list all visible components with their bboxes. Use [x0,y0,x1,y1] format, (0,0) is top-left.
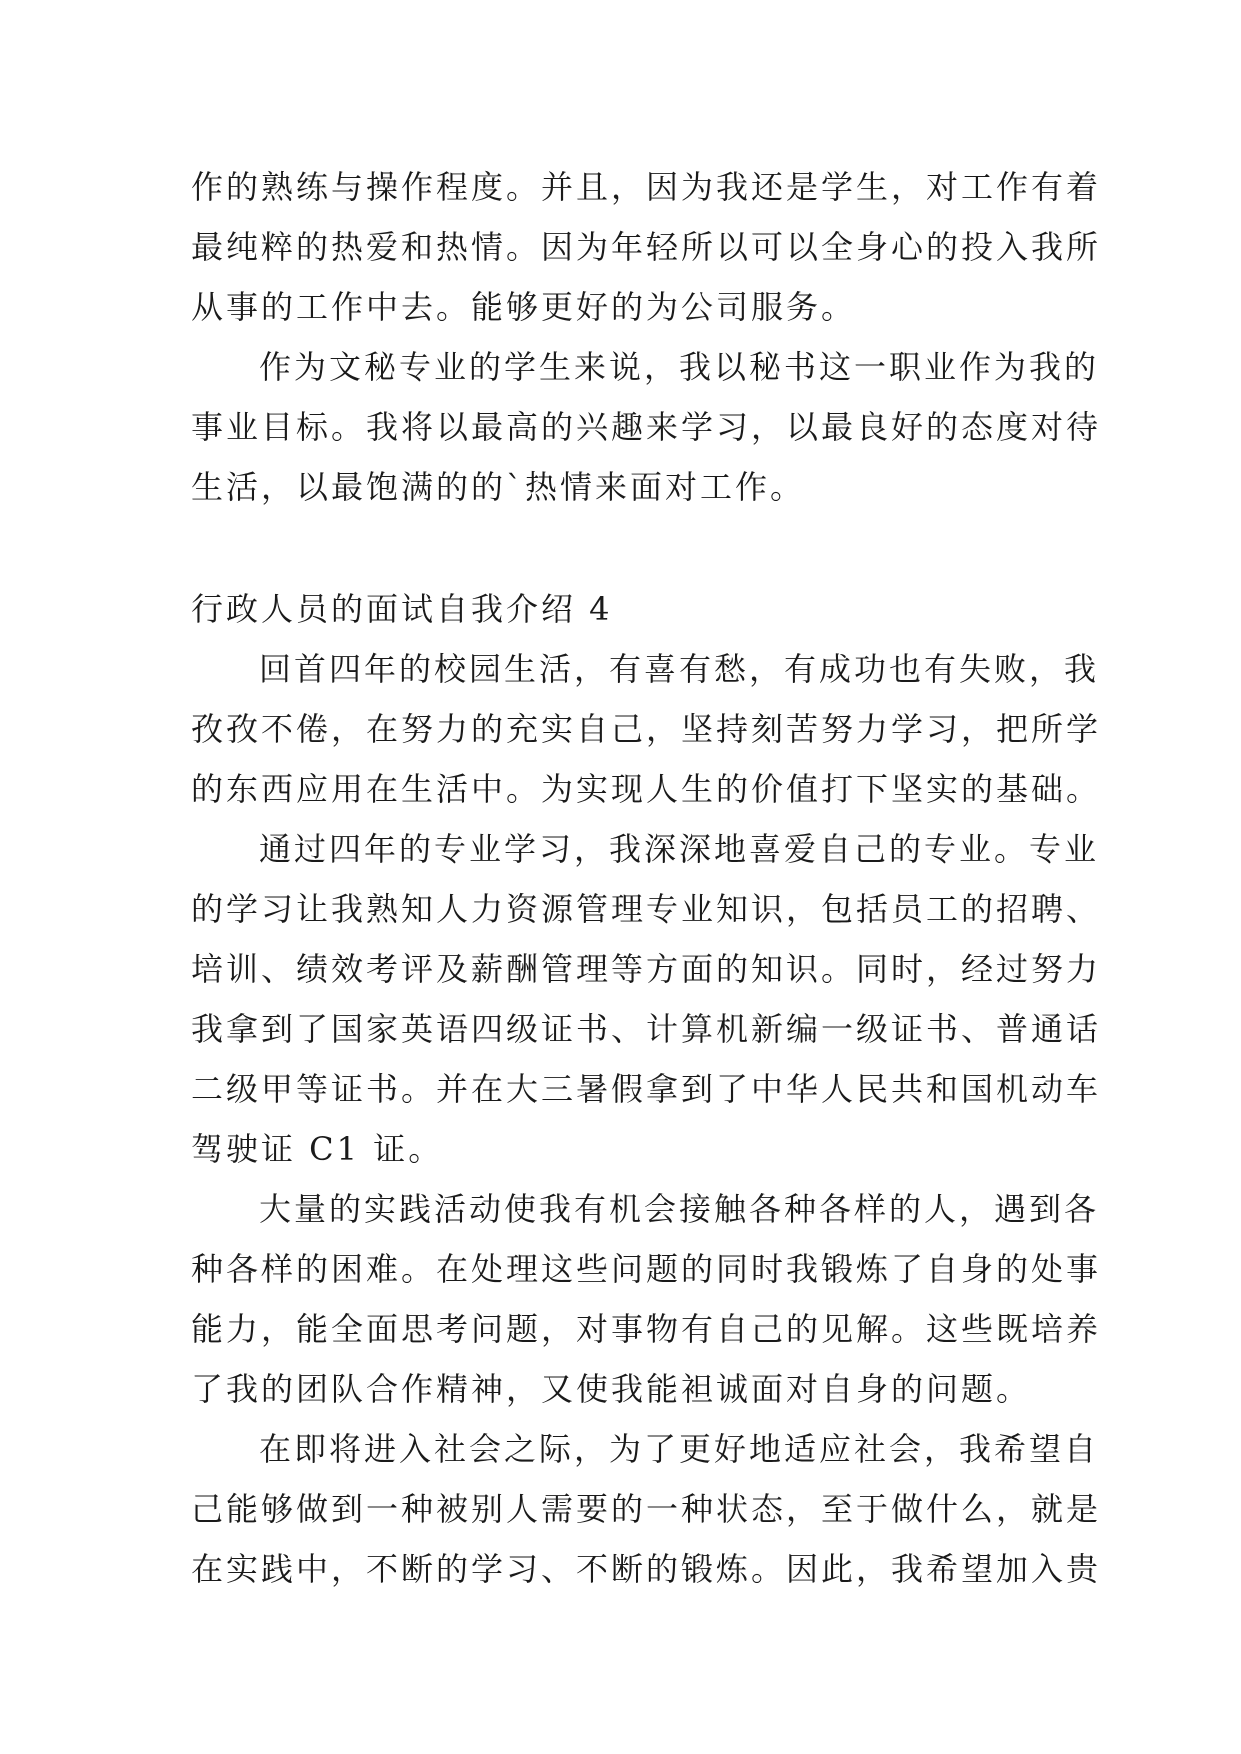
text-line: 通过四年的专业学习，我深深地喜爱自己的专业。专业 [259,830,1100,868]
text-line: 的学习让我熟知人力资源管理专业知识，包括员工的招聘、 [191,890,1102,928]
text-line: 孜孜不倦，在努力的充实自己，坚持刻苦努力学习，把所学 [191,710,1102,748]
text-line: 二级甲等证书。并在大三暑假拿到了中华人民共和国机动车 [191,1070,1102,1108]
paragraph-4 [191,824,1102,1174]
text-line: 最纯粹的热爱和热情。因为年轻所以可以全身心的投入我所 [191,228,1102,266]
text-line: 大量的实践活动使我有机会接触各种各样的人，遇到各 [259,1190,1100,1228]
text-line: 在即将进入社会之际，为了更好地适应社会，我希望自 [259,1430,1100,1468]
text-line: 能力，能全面思考问题，对事物有自己的见解。这些既培养 [191,1310,1102,1348]
text-line: 的东西应用在生活中。为实现人生的价值打下坚实的基础。 [191,770,1102,808]
text-line: 作为文秘专业的学生来说，我以秘书这一职业作为我的 [259,348,1100,386]
text-line: 从事的工作中去。能够更好的为公司服务。 [191,288,857,326]
text-line: 了我的团队合作精神，又使我能袒诚面对自身的问题。 [191,1370,1032,1408]
text-line: 在实践中，不断的学习、不断的锻炼。因此，我希望加入贵 [191,1550,1102,1588]
paragraph-3 [191,644,1102,814]
document-body [191,162,1102,1604]
text-line: 生活，以最饱满的的`热情来面对工作。 [191,468,806,506]
text-line: 驾驶证 C1 证。 [191,1130,444,1168]
text-line: 事业目标。我将以最高的兴趣来学习，以最良好的态度对待 [191,408,1102,446]
text-line: 培训、绩效考评及薪酬管理等方面的知识。同时，经过努力 [191,950,1102,988]
paragraph-2 [191,342,1102,512]
paragraph-5 [191,1184,1102,1414]
text-line: 种各样的困难。在处理这些问题的同时我锻炼了自身的处事 [191,1250,1102,1288]
section-heading: 行政人员的面试自我介绍 4 [191,590,613,628]
text-line: 己能够做到一种被别人需要的一种状态，至于做什么，就是 [191,1490,1102,1528]
paragraph-6 [191,1424,1102,1594]
section-gap [191,522,1071,584]
text-line: 回首四年的校园生活，有喜有愁，有成功也有失败，我 [259,650,1100,688]
paragraph-1 [191,162,1102,332]
text-line: 作的熟练与操作程度。并且，因为我还是学生，对工作有着 [191,168,1102,206]
text-line: 我拿到了国家英语四级证书、计算机新编一级证书、普通话 [191,1010,1102,1048]
